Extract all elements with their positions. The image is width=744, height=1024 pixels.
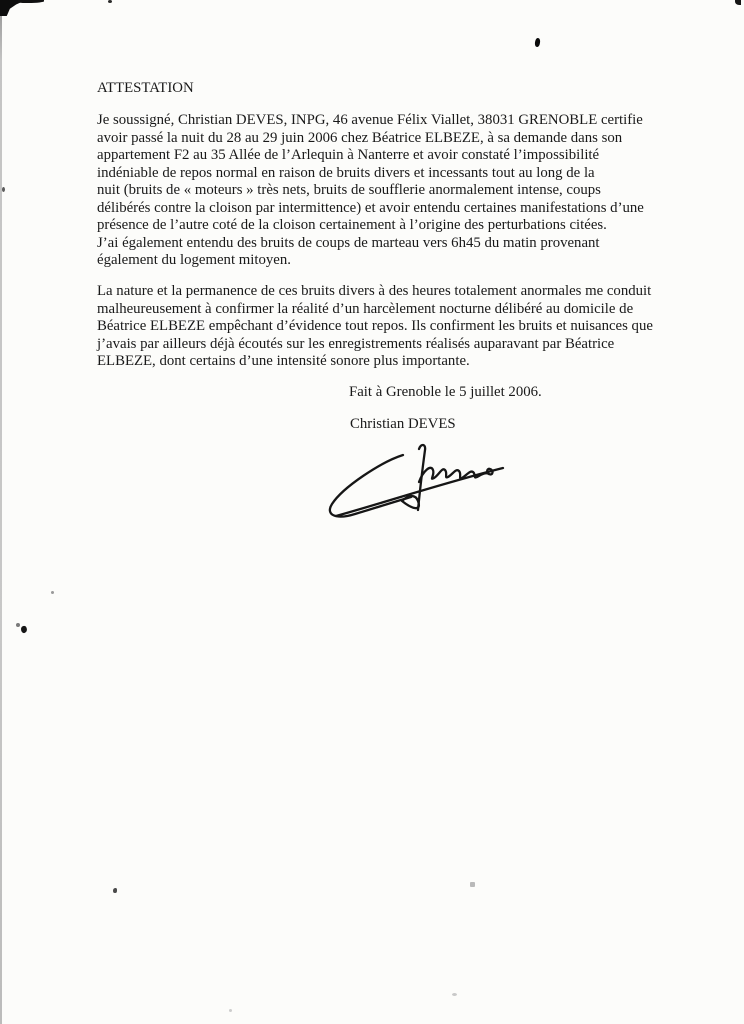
scan-speck <box>452 993 457 996</box>
text-line: indéniable de repos normal en raison de bruits divers et incessants tout au long de la <box>97 164 595 181</box>
scan-speck <box>16 623 20 627</box>
text-line: délibérés contre la cloison par intermittence) et avoir entendu certaines manifestations d’une <box>97 199 644 216</box>
scan-speck <box>20 625 28 634</box>
text-line: j’avais par ailleurs déjà écoutés sur les enregistrements réalisés auparavant par Béatrice <box>97 335 615 352</box>
scan-speck <box>113 888 117 893</box>
signatory-name: Christian DEVES <box>350 416 456 432</box>
text-line: malheureusement à confirmer la réalité d’un harcèlement nocturne délibéré au domicile de <box>97 300 634 317</box>
text-line: J’ai également entendu des bruits de coups de marteau vers 6h45 du matin provenant <box>97 234 600 251</box>
text-line: également du logement mitoyen. <box>97 252 291 268</box>
paragraph-body-1 <box>97 112 644 270</box>
scan-speck <box>2 187 5 192</box>
document-title: ATTESTATION <box>97 80 194 96</box>
scan-speck <box>108 0 112 3</box>
text-line: nuit (bruits de « moteurs » très nets, bruits de soufflerie anormalement intense, coups <box>97 182 601 198</box>
scan-speck <box>470 882 475 887</box>
text-line: La nature et la permanence de ces bruits divers à des heures totalement anormales me conduit <box>97 283 652 299</box>
scan-speck <box>51 591 54 594</box>
paragraph-body-2 <box>97 283 653 371</box>
signature-icon <box>323 437 521 525</box>
scan-corner-blotch <box>0 0 26 16</box>
scan-speck <box>229 1009 232 1012</box>
text-line: Béatrice ELBEZE empêchant d’évidence tout repos. Ils confirment les bruits et nuisances que <box>97 318 653 334</box>
scan-top-strip <box>18 0 44 3</box>
scan-edge-shadow <box>0 0 2 1024</box>
text-line: ELBEZE, dont certains d’une intensité sonore plus importante. <box>97 353 470 369</box>
text-line: avoir passé la nuit du 28 au 29 juin 2006 chez Béatrice ELBEZE, à sa demande dans son <box>97 129 623 146</box>
scan-speck <box>735 0 741 5</box>
scan-ink-blot <box>534 38 540 48</box>
text-line: présence de l’autre coté de la cloison certainement à l’origine des perturbations citées. <box>97 217 607 233</box>
text-line: Je soussigné, Christian DEVES, INPG, 46 avenue Félix Viallet, 38031 GRENOBLE certifie <box>97 112 643 128</box>
text-line: appartement F2 au 35 Allée de l’Arlequin à Nanterre et avoir constaté l’impossibilité <box>97 147 600 163</box>
dateline: Fait à Grenoble le 5 juillet 2006. <box>349 384 542 400</box>
